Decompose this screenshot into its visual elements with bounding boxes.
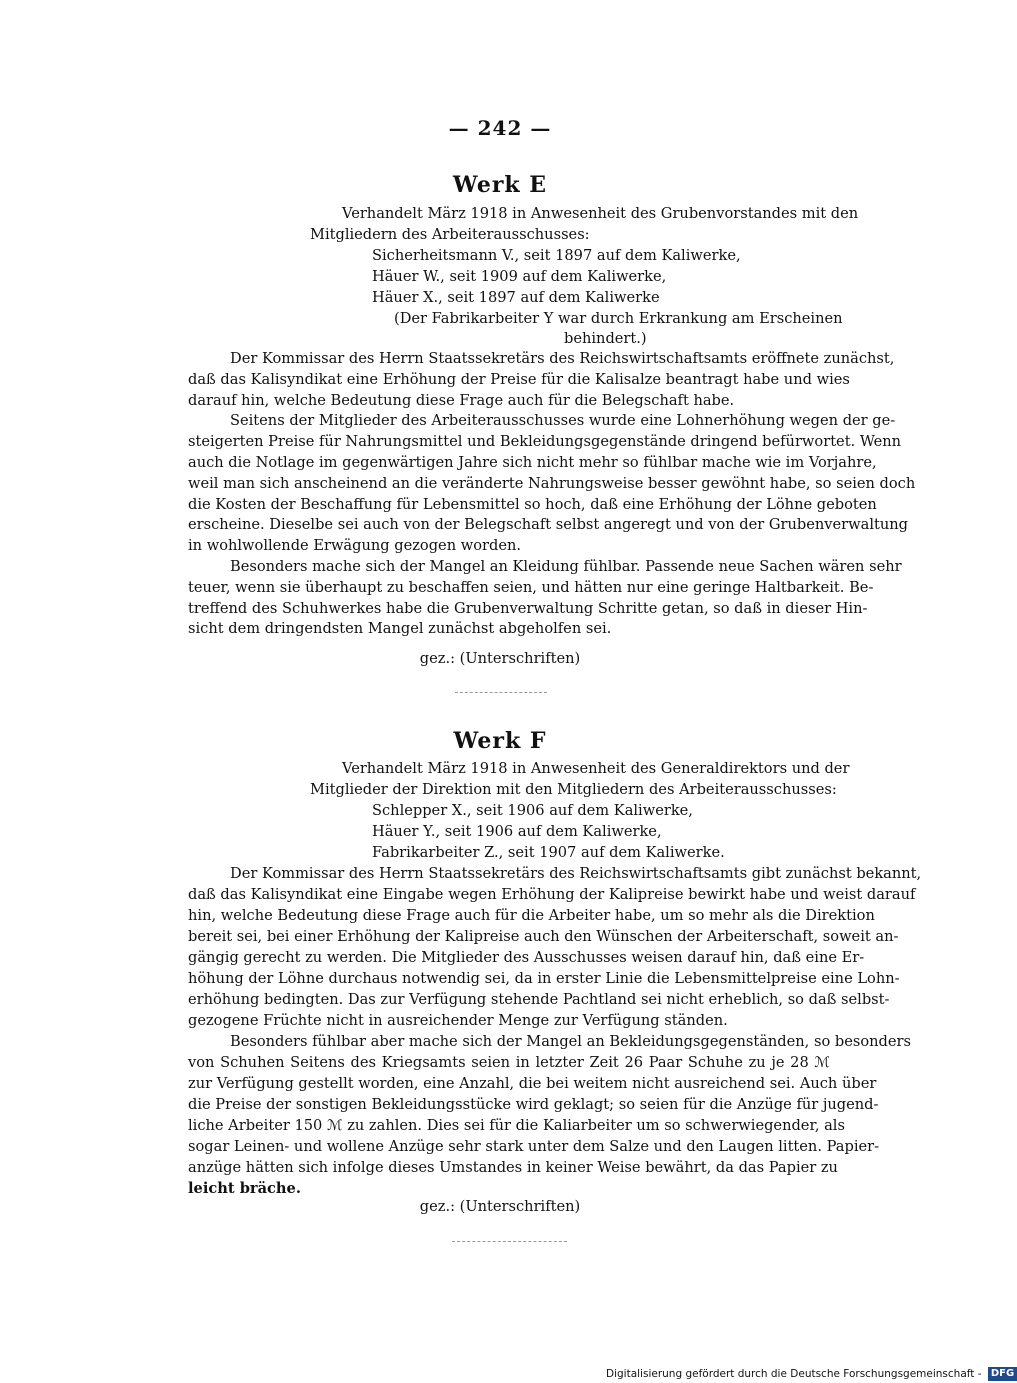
text-line: leicht bräche. <box>188 1180 301 1197</box>
text-line: auch die Notlage im gegenwärtigen Jahre sich nicht mehr so fühlbar mache wie im Vorjahre, <box>188 454 877 471</box>
text-line: Mitglieder der Direktion mit den Mitgliedern des Arbeiterausschusses: <box>310 781 837 798</box>
text-line: die Preise der sonstigen Bekleidungsstücke wird geklagt; so seien für die Anzüge für jugend- <box>188 1096 879 1113</box>
signature-line: gez.: (Unterschriften) <box>419 650 581 667</box>
text-line: sicht dem dringendsten Mangel zunächst abgeholfen sei. <box>188 620 612 637</box>
text-line: Der Kommissar des Herrn Staatssekretärs des Reichswirtschaftsamts gibt zunächst bekannt, <box>230 865 922 882</box>
section-heading: Werk E <box>452 172 548 198</box>
text-line: Sicherheitsmann V., seit 1897 auf dem Kaliwerke, <box>372 247 741 264</box>
text-line: erhöhung bedingten. Das zur Verfügung stehende Pachtland sei nicht erheblich, so daß selbst- <box>188 991 890 1008</box>
text-line: Verhandelt März 1918 in Anwesenheit des Generaldirektors und der <box>342 760 850 777</box>
text-line: anzüge hätten sich infolge dieses Umstandes in keiner Weise bewährt, da das Papier zu <box>188 1159 838 1176</box>
text-line: die Kosten der Beschaffung für Lebensmittel so hoch, daß eine Erhöhung der Löhne geboten <box>188 496 877 513</box>
text-line: Besonders fühlbar aber mache sich der Mangel an Bekleidungsgegenständen, so besonders <box>230 1033 911 1050</box>
text-line: zur Verfügung gestellt worden, eine Anzahl, die bei weitem nicht ausreichend sei. Auch über <box>188 1075 877 1092</box>
text-line: daß das Kalisyndikat eine Erhöhung der Preise für die Kalisalze beantragt habe und wies <box>188 371 850 388</box>
dfg-logo: DFG <box>988 1367 1017 1381</box>
footer-text: Digitalisierung gefördert durch die Deutsche Forschungsgemeinschaft - <box>606 1368 982 1380</box>
text-line: darauf hin, welche Bedeutung diese Frage auch für die Belegschaft habe. <box>188 392 735 409</box>
text-line: steigerten Preise für Nahrungsmittel und Bekleidungsgegenstände dringend befürwortet. Wenn <box>188 433 902 450</box>
text-line: von Schuhen Seitens des Kriegsamts seien in letzter Zeit 26 Paar Schuhe zu je 28 ℳ <box>188 1054 830 1071</box>
text-line: behindert.) <box>564 330 647 347</box>
section-divider <box>452 1241 567 1242</box>
text-line: Schlepper X., seit 1906 auf dem Kaliwerke, <box>372 802 693 819</box>
text-line: höhung der Löhne durchaus notwendig sei, da in erster Linie die Lebensmittelpreise eine Lohn- <box>188 970 900 987</box>
text-line: sogar Leinen- und wollene Anzüge sehr stark unter dem Salze und den Laugen litten. Papier- <box>188 1138 880 1155</box>
text-line: Verhandelt März 1918 in Anwesenheit des Grubenvorstandes mit den <box>342 205 859 222</box>
signature-line: gez.: (Unterschriften) <box>419 1198 581 1215</box>
text-line: hin, welche Bedeutung diese Frage auch für die Arbeiter habe, um so mehr als die Direktion <box>188 907 875 924</box>
text-line: Seitens der Mitglieder des Arbeiterausschusses wurde eine Lohnerhöhung wegen der ge- <box>230 412 896 429</box>
text-line: daß das Kalisyndikat eine Eingabe wegen Erhöhung der Kalipreise bewirkt habe und weist darauf <box>188 886 916 903</box>
text-line: Häuer W., seit 1909 auf dem Kaliwerke, <box>372 268 667 285</box>
text-line: bereit sei, bei einer Erhöhung der Kalipreise auch den Wünschen der Arbeiterschaft, soweit an- <box>188 928 899 945</box>
text-line: erscheine. Dieselbe sei auch von der Belegschaft selbst angeregt und von der Grubenverwaltung <box>188 516 909 533</box>
text-line: Häuer Y., seit 1906 auf dem Kaliwerke, <box>372 823 662 840</box>
text-line: Der Kommissar des Herrn Staatssekretärs des Reichswirtschaftsamts eröffnete zunächst, <box>230 350 895 367</box>
digitization-footer <box>606 1366 1017 1382</box>
text-line: treffend des Schuhwerkes habe die Grubenverwaltung Schritte getan, so daß in dieser Hin- <box>188 600 868 617</box>
page-number: — 242 — <box>448 116 552 140</box>
text-line: weil man sich anscheinend an die veränderte Nahrungsweise besser gewöhnt habe, so seien doch <box>188 475 916 492</box>
section-heading: Werk F <box>453 728 547 754</box>
text-line: liche Arbeiter 150 ℳ zu zahlen. Dies sei für die Kaliarbeiter um so schwerwiegender, als <box>188 1117 845 1134</box>
text-line: Häuer X., seit 1897 auf dem Kaliwerke <box>372 289 660 306</box>
text-line: Fabrikarbeiter Z., seit 1907 auf dem Kaliwerke. <box>372 844 725 861</box>
text-line: gängig gerecht zu werden. Die Mitglieder des Ausschusses weisen darauf hin, daß eine Er- <box>188 949 865 966</box>
text-line: Mitgliedern des Arbeiterausschusses: <box>310 226 590 243</box>
text-line: gezogene Früchte nicht in ausreichender Menge zur Verfügung ständen. <box>188 1012 728 1029</box>
section-divider <box>455 692 547 693</box>
text-line: in wohlwollende Erwägung gezogen worden. <box>188 537 521 554</box>
text-line: (Der Fabrikarbeiter Y war durch Erkrankung am Erscheinen <box>394 310 843 327</box>
text-line: Besonders mache sich der Mangel an Kleidung fühlbar. Passende neue Sachen wären sehr <box>230 558 902 575</box>
text-line: teuer, wenn sie überhaupt zu beschaffen seien, und hätten nur eine geringe Haltbarkeit. Be- <box>188 579 874 596</box>
